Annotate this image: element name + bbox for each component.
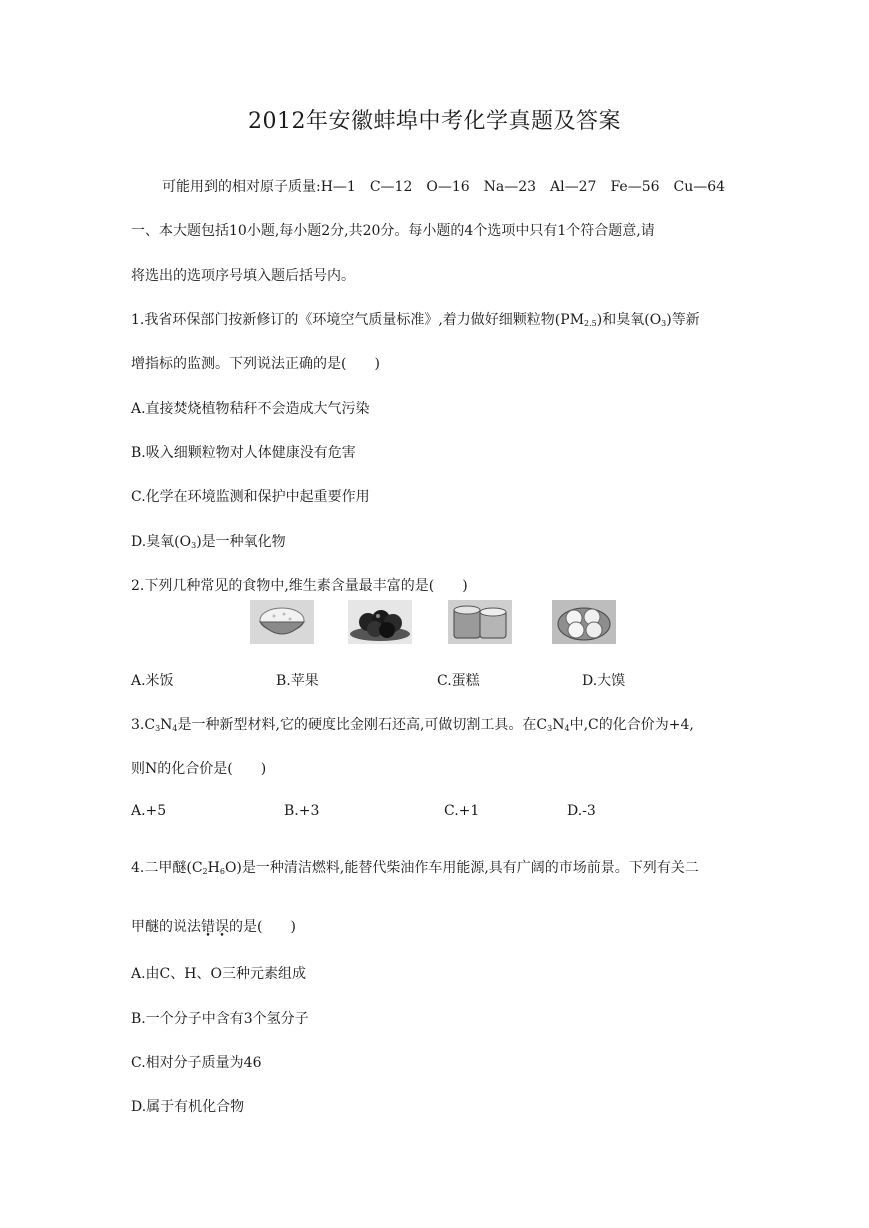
q3-option-d: D.-3	[567, 803, 596, 819]
q4-option-d: D.属于有机化合物	[131, 1099, 245, 1115]
q2-option-b: B.苹果	[276, 673, 319, 689]
q4-stem-line2: 甲醚的说法错误的是( )	[131, 919, 296, 935]
q2-stem: 2.下列几种常见的食物中,维生素含量最丰富的是( )	[131, 578, 468, 594]
apples-image	[348, 600, 412, 644]
emphasis-dot-char: 误	[215, 919, 229, 935]
cake-image	[448, 600, 512, 644]
rice-bowl-image	[250, 600, 314, 644]
q3-option-b: B.+3	[284, 803, 320, 819]
q1-option-a: A.直接焚烧植物秸秆不会造成大气污染	[131, 401, 370, 417]
emphasis-dot-char: 错	[201, 919, 215, 935]
section-instruction-line1: 一、本大题包括10小题,每小题2分,共20分。每小题的4个选项中只有1个符合题意,请	[131, 223, 655, 239]
q3-stem-line1: $3.C_3N_4$是一种新型材料,它的硬度比金刚石还高,可做切割工具。在$C_3N_4$中,C的化合价为+4,	[131, 717, 694, 733]
q4-option-a: A.由C、H、O三种元素组成	[131, 966, 306, 982]
q4-option-b: B.一个分子中含有3个氢分子	[131, 1011, 309, 1027]
q1-stem-line1: 1.我省环保部门按新修订的《环境空气质量标准》,着力做好细颗粒物$(PM_{2.5})$和臭氧$(O_3)$等新	[131, 312, 700, 328]
q4-stem-line1: 4.二甲醚$(C_2H_6O)$是一种清洁燃料,能替代柴油作车用能源,具有广阔的市场前景。下列有关二	[131, 860, 699, 876]
q3-option-a: A.+5	[131, 803, 167, 819]
q3-stem-line2: 则N的化合价是( )	[131, 761, 267, 777]
q2-option-d: D.大馍	[582, 673, 626, 689]
q2-option-a: A.米饭	[131, 673, 174, 689]
q1-stem-line2: 增指标的监测。下列说法正确的是( )	[131, 356, 380, 372]
q4-option-c: C.相对分子质量为46	[131, 1055, 262, 1071]
steamed-buns-image	[552, 600, 616, 644]
q3-option-c: C.+1	[444, 803, 480, 819]
q1-option-d: D.臭氧$(O_3)$是一种氧化物	[131, 534, 286, 550]
q1-option-c: C.化学在环境监测和保护中起重要作用	[131, 489, 370, 505]
section-instruction-line2: 将选出的选项序号填入题后括号内。	[131, 268, 355, 284]
q2-option-c: C.蛋糕	[437, 673, 480, 689]
page-title: 2012年安徽蚌埠中考化学真题及答案	[248, 109, 621, 134]
atomic-masses-note: 可能用到的相对原子质量:H—1 C—12 O—16 Na—23 Al—27 Fe—56 Cu—64	[162, 179, 726, 195]
q1-option-b: B.吸入细颗粒物对人体健康没有危害	[131, 445, 356, 461]
